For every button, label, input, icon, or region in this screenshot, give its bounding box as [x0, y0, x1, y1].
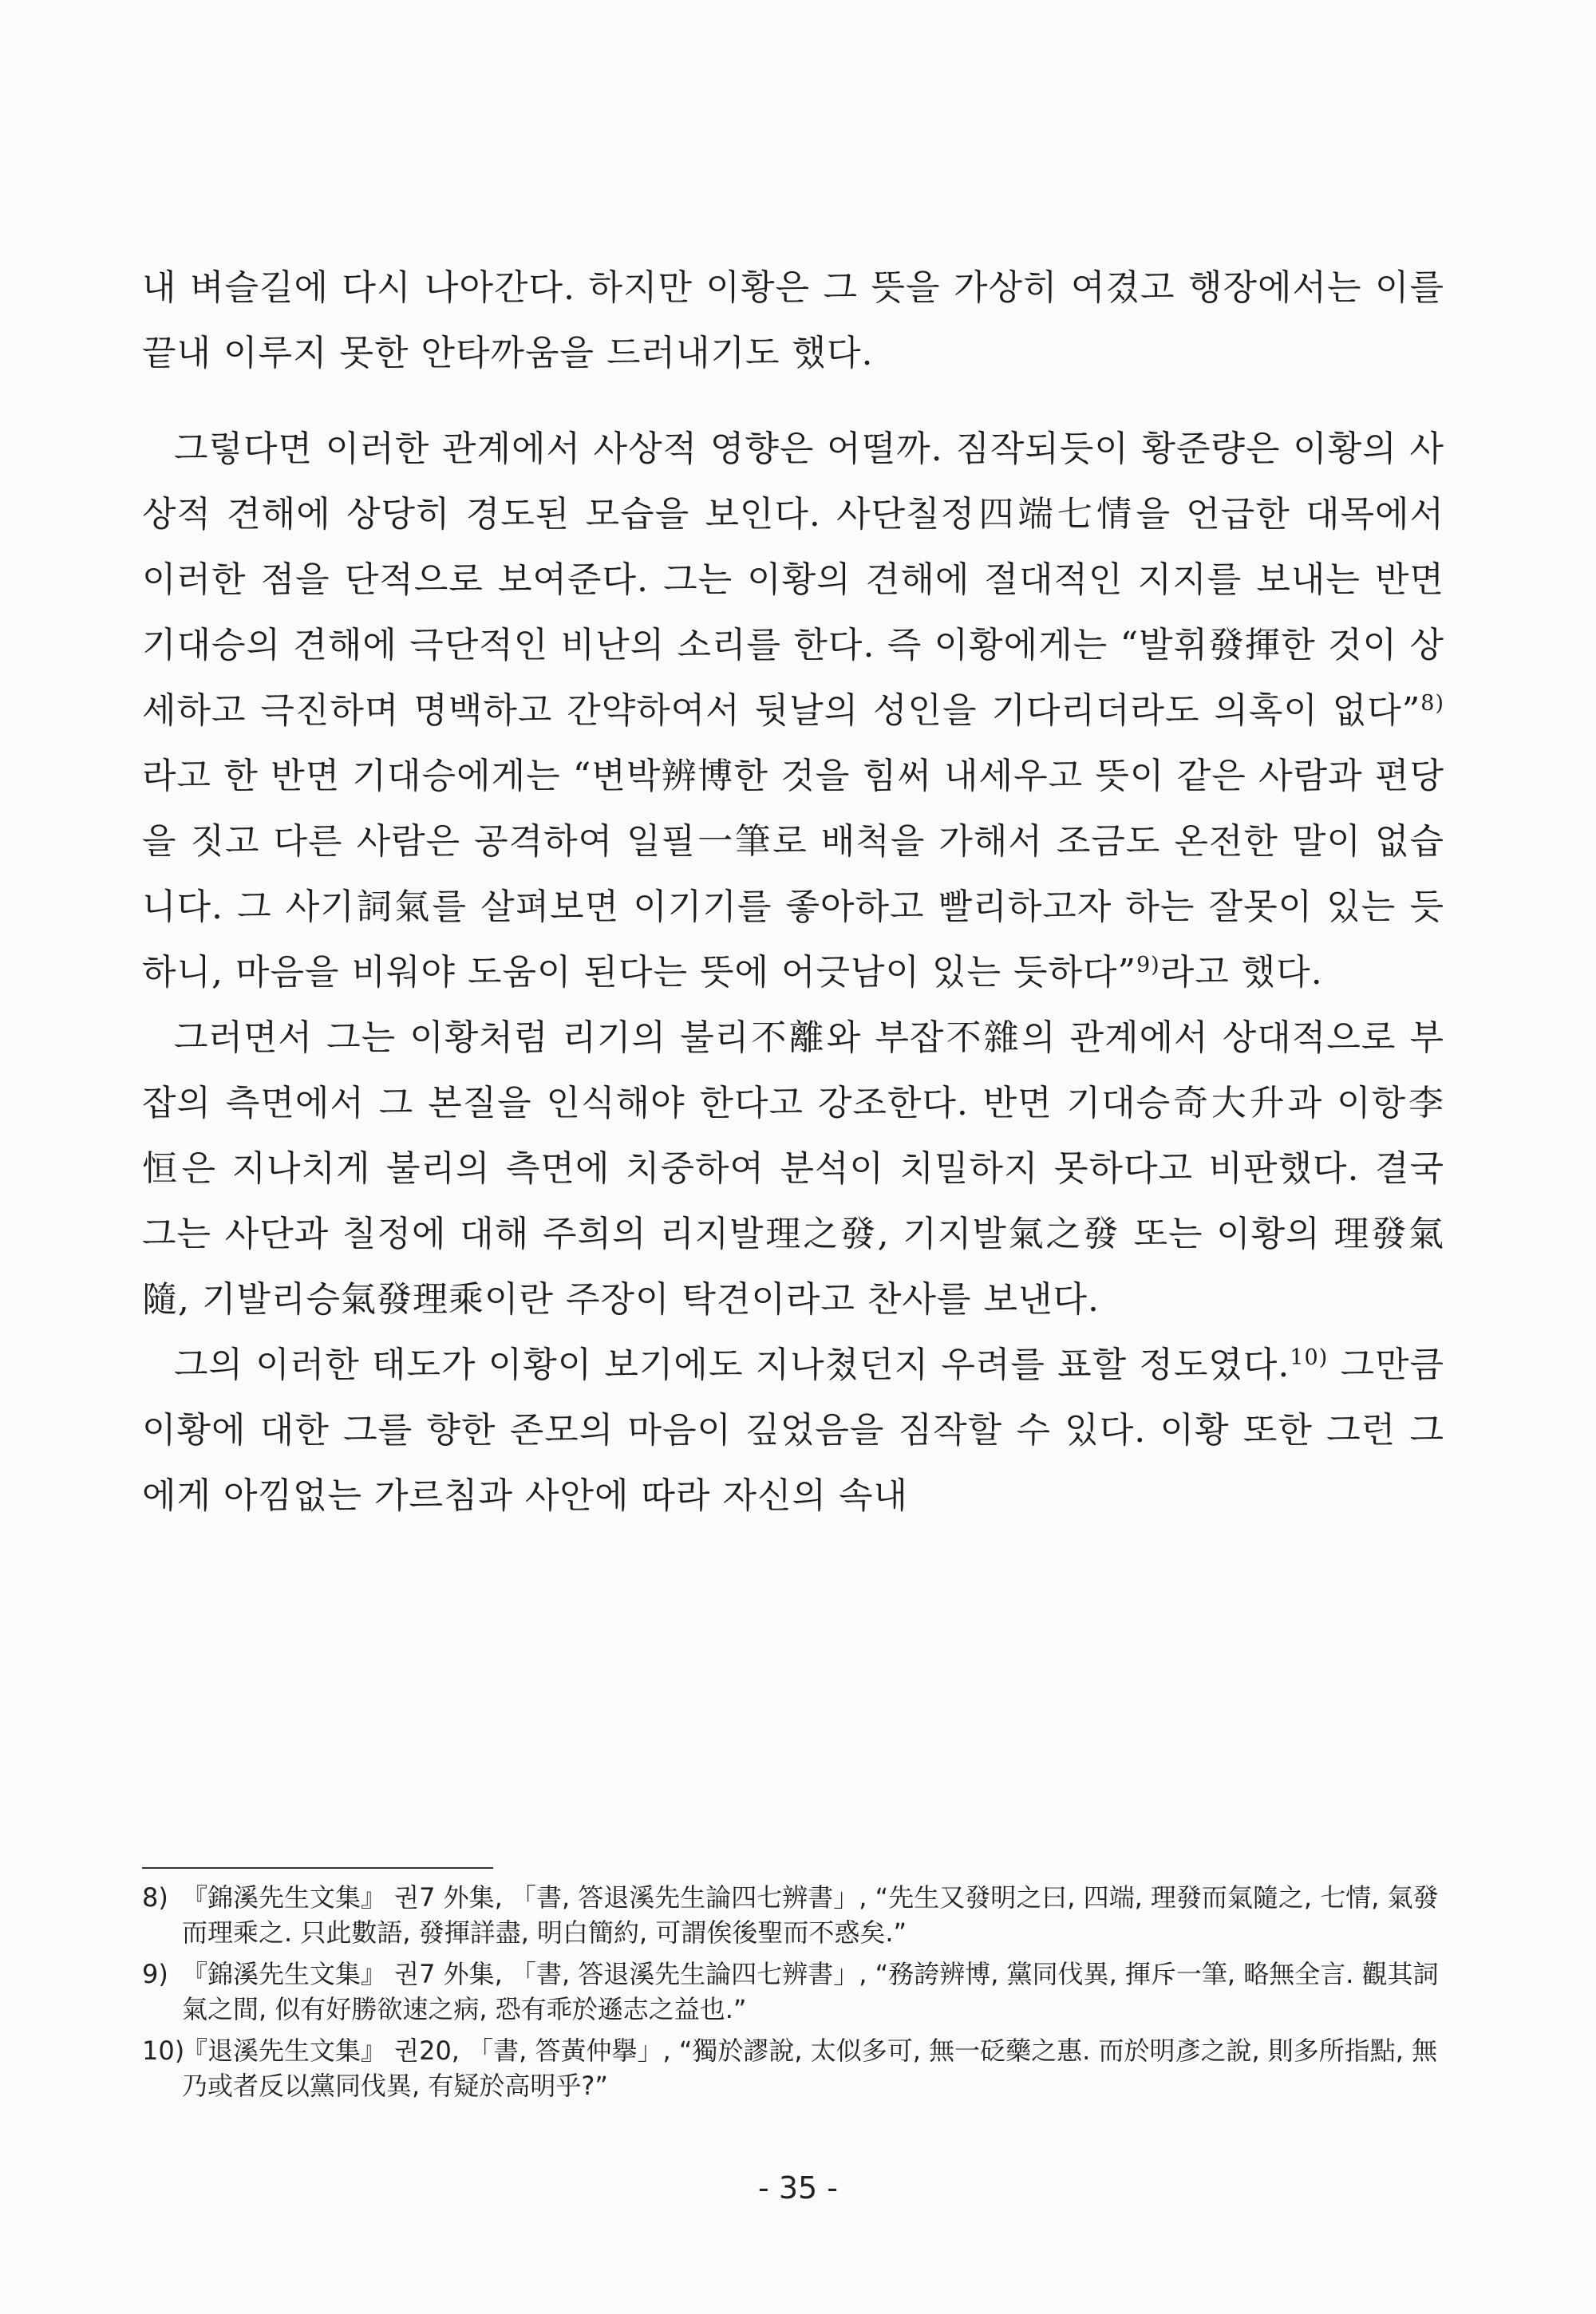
paragraph-2-part-a: 그렇다면 이러한 관계에서 사상적 영향은 어떨까. 짐작되듯이 황준량은 이황의 사상적 견해에 상당히 경도된 모습을 보인다. 사단칠정四端七情을 언급한 대목에서 이러한 점을 단적으로 보여준다. 그는 이황의 견해에 절대적인 지지를 보내는 반면 기대승의 견해에 극단적인 비난의 소리를 한다. 즉 이황에게는 “발휘發揮한 것이 상세하고 극진하며 명백하고 간약하여서 뒷날의 성인을 기다리더라도 의혹이 없다” — [142, 428, 1444, 731]
footnote-text: 『退溪先生文集』 권20, 「書, 答黃仲擧」, “獨於謬說, 太似多可, 無一砭藥之惠. 而於明彥之說, 則多所指點, 無乃或者反以黨同伐異, 有疑於高明乎?” — [182, 2036, 1438, 2101]
body-text — [142, 255, 1444, 1529]
footnote-ref-8: 8) — [1420, 691, 1444, 716]
footnote-text: 『錦溪先生文集』 권7 外集, 「書, 答退溪先生論四七辨書」, “務誇辨博, 黨同伐異, 揮斥一筆, 略無全言. 觀其詞氣之間, 似有好勝欲速之病, 恐有乖於遜志之益也.” — [182, 1959, 1439, 2024]
paragraph-2-part-c: 라고 했다. — [1159, 952, 1323, 993]
footnote-number: 9) — [142, 1959, 168, 1989]
footnote-ref-10: 10) — [1290, 1345, 1329, 1370]
footnote-9 — [142, 1957, 1444, 2027]
paragraph-4-part-b: 그만큼 이황에 대한 그를 향한 존모의 마음이 깊었음을 짐작할 수 있다. 이황 또한 그런 그에게 아낌없는 가르침과 사안에 따라 자신의 속내 — [142, 1345, 1444, 1516]
footnote-divider — [142, 1867, 493, 1869]
footnote-ref-9: 9) — [1136, 953, 1160, 977]
footnote-text: 『錦溪先生文集』 권7 外集, 「書, 答退溪先生論四七辨書」, “先生又發明之曰, 四端, 理發而氣隨之, 七情, 氣發而理乘之. 只此數語, 發揮詳盡, 明白簡約, 可謂俟後聖而不惑矣.” — [182, 1882, 1439, 1948]
footnote-number: 10) — [142, 2036, 185, 2066]
footnote-8 — [142, 1880, 1444, 1950]
paragraph-1: 내 벼슬길에 다시 나아간다. 하지만 이황은 그 뜻을 가상히 여겼고 행장에서는 이를 끝내 이루지 못한 안타까움을 드러내기도 했다. — [142, 267, 1444, 373]
paragraph-4 — [142, 1333, 1444, 1529]
paragraph-3: 그러면서 그는 이황처럼 리기의 불리不離와 부잡不雜의 관계에서 상대적으로 부잡의 측면에서 그 본질을 인식해야 한다고 강조한다. 반면 기대승奇大升과 이항李恒은 지나치게 불리의 측면에 치중하여 분석이 치밀하지 못하다고 비판했다. 결국 그는 사단과 칠정에 대해 주희의 리지발理之發, 기지발氣之發 또는 이황의 理發氣隨, 기발리승氣發理乘이란 주장이 탁견이라고 찬사를 보낸다. — [142, 1017, 1444, 1320]
footnote-10 — [142, 2033, 1444, 2103]
footnote-number: 8) — [142, 1882, 168, 1913]
footnotes — [142, 1880, 1444, 2110]
paragraph-2-part-b: 라고 한 반면 기대승에게는 “변박辨博한 것을 힘써 내세우고 뜻이 같은 사람과 편당을 짓고 다른 사람은 공격하여 일필一筆로 배척을 가해서 조금도 온전한 말이 없습니다. 그 사기詞氣를 살펴보면 이기기를 좋아하고 빨리하고자 하는 잘못이 있는 듯하니, 마음을 비워야 도움이 된다는 뜻에 어긋남이 있는 듯하다” — [142, 756, 1444, 993]
paragraph-4-part-a: 그의 이러한 태도가 이황이 보기에도 지나쳤던지 우려를 표할 정도였다. — [174, 1345, 1290, 1385]
paragraph-2 — [142, 417, 1444, 1005]
page-number: - 35 - — [758, 2170, 838, 2205]
